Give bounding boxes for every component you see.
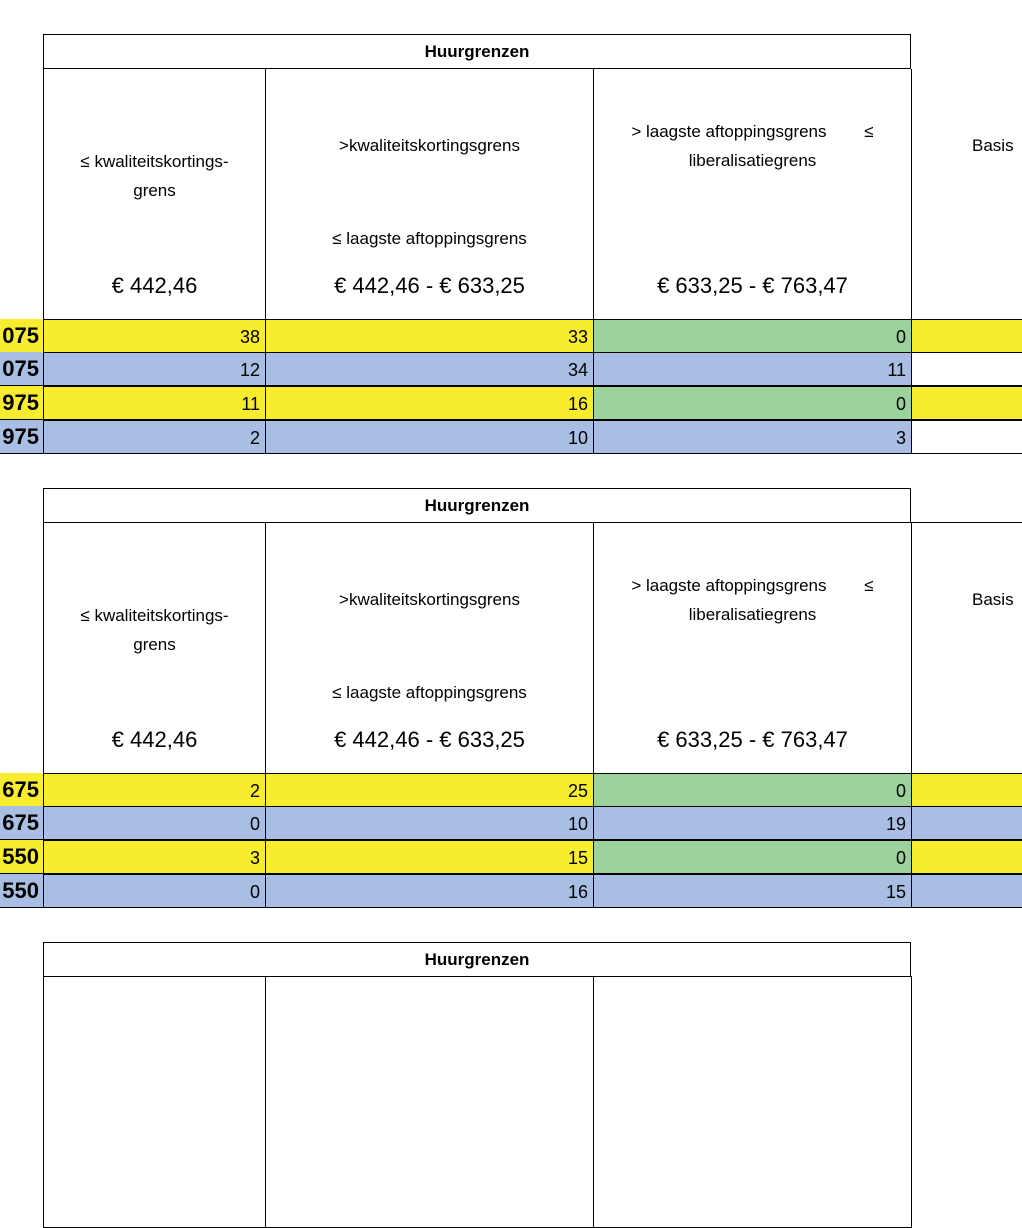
row-label: 550 bbox=[0, 874, 43, 908]
cell-value: 2 bbox=[43, 773, 266, 807]
table-row bbox=[0, 420, 1022, 454]
header-label: >kwaliteitskortingsgrens bbox=[339, 136, 520, 155]
cell-value: 0 bbox=[593, 386, 912, 420]
table-row bbox=[0, 874, 1022, 908]
header-label: ≤ kwaliteitskortings-grens bbox=[80, 606, 229, 654]
header-label: > laagste aftoppingsgrens ≤ liberalisatiegrens bbox=[631, 122, 879, 170]
cell-value: 19 bbox=[593, 806, 912, 840]
table-row bbox=[0, 806, 1022, 840]
header-range: € 442,46 - € 633,25 bbox=[334, 727, 525, 752]
title-right-spacer bbox=[911, 34, 1022, 69]
header-above-lowest-cap bbox=[593, 68, 912, 320]
table-title: Huurgrenzen bbox=[43, 488, 911, 523]
header-quality-discount bbox=[43, 522, 266, 774]
cell-value: 0 bbox=[593, 840, 912, 874]
header-label: ≤ kwaliteitskortings-grens bbox=[80, 152, 229, 200]
cell-value: 12 bbox=[43, 352, 266, 386]
row-label: 975 bbox=[0, 420, 43, 454]
cell-value: 3 bbox=[43, 840, 266, 874]
cell-value: 0 bbox=[43, 806, 266, 840]
cell-value: 15 bbox=[593, 874, 912, 908]
cell-value: 3 bbox=[593, 420, 912, 454]
cell-basis bbox=[911, 773, 1022, 807]
cell-value: 38 bbox=[43, 319, 266, 353]
cell-basis bbox=[911, 420, 1022, 454]
cell-value: 2 bbox=[43, 420, 266, 454]
header-range: € 633,25 - € 763,47 bbox=[657, 727, 848, 752]
header-above-quality-discount bbox=[265, 522, 594, 774]
header-range: € 442,46 - € 633,25 bbox=[334, 273, 525, 298]
row-label: 675 bbox=[0, 806, 43, 840]
header-col-3 bbox=[593, 976, 912, 1228]
cell-value: 33 bbox=[265, 319, 594, 353]
header-above-quality-discount bbox=[265, 68, 594, 320]
header-range: € 442,46 bbox=[111, 273, 198, 298]
table-title: Huurgrenzen bbox=[43, 34, 911, 69]
header-quality-discount bbox=[43, 68, 266, 320]
cell-value: 10 bbox=[265, 806, 594, 840]
table-row bbox=[0, 386, 1022, 420]
cell-value: 0 bbox=[593, 773, 912, 807]
cell-basis bbox=[911, 319, 1022, 353]
table-row bbox=[0, 773, 1022, 807]
cell-value: 16 bbox=[265, 874, 594, 908]
row-label: 975 bbox=[0, 386, 43, 420]
header-above-lowest-cap bbox=[593, 522, 912, 774]
cell-value: 11 bbox=[43, 386, 266, 420]
cell-value: 10 bbox=[265, 420, 594, 454]
header-label: > laagste aftoppingsgrens ≤ liberalisatiegrens bbox=[631, 576, 879, 624]
table-row bbox=[0, 319, 1022, 353]
header-basis bbox=[911, 522, 1022, 774]
cell-basis bbox=[911, 806, 1022, 840]
header-range: € 442,46 bbox=[111, 727, 198, 752]
row-label: 075 bbox=[0, 352, 43, 386]
header-label: Basis bbox=[972, 590, 1014, 609]
table-row bbox=[0, 352, 1022, 386]
header-label: >kwaliteitskortingsgrens bbox=[339, 590, 520, 609]
header-sub: ≤ laagste aftoppingsgrens bbox=[332, 229, 527, 248]
table-title: Huurgrenzen bbox=[43, 942, 911, 977]
row-label: 675 bbox=[0, 773, 43, 807]
header-col-2 bbox=[265, 976, 594, 1228]
cell-basis bbox=[911, 874, 1022, 908]
row-label: 550 bbox=[0, 840, 43, 874]
cell-basis bbox=[911, 840, 1022, 874]
cell-value: 15 bbox=[265, 840, 594, 874]
cell-value: 0 bbox=[593, 319, 912, 353]
cell-value: 16 bbox=[265, 386, 594, 420]
header-range: € 633,25 - € 763,47 bbox=[657, 273, 848, 298]
header-col-1 bbox=[43, 976, 266, 1228]
cell-value: 25 bbox=[265, 773, 594, 807]
cell-basis bbox=[911, 352, 1022, 386]
cell-value: 34 bbox=[265, 352, 594, 386]
header-basis bbox=[911, 68, 1022, 320]
cell-value: 11 bbox=[593, 352, 912, 386]
header-sub: ≤ laagste aftoppingsgrens bbox=[332, 683, 527, 702]
table-row bbox=[0, 840, 1022, 874]
header-label: Basis bbox=[972, 136, 1014, 155]
cell-basis bbox=[911, 386, 1022, 420]
row-label: 075 bbox=[0, 319, 43, 353]
cell-value: 0 bbox=[43, 874, 266, 908]
